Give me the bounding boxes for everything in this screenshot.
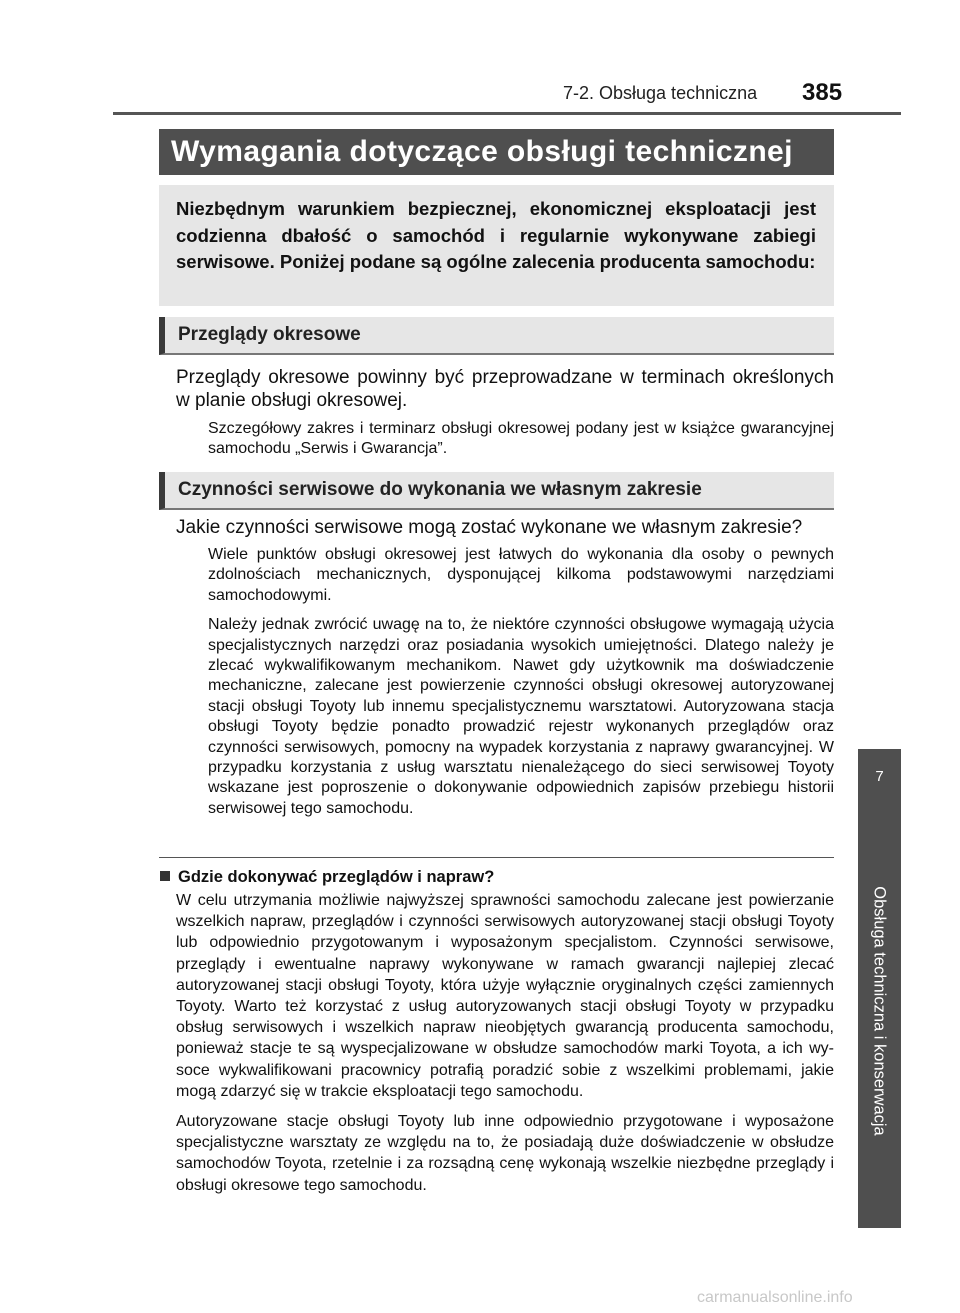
intro-box: Niezbędnym warunkiem bezpiecznej, ekonomicznej eksploatacji jest codzienna dbałość o samochód i regularnie wykonywane zabiegi serwisowe. Poniżej podane są ogólne zalecenia producenta samochodu:	[159, 185, 834, 306]
chapter-number: 7	[875, 768, 884, 785]
section-heading-periodic-inspections: Przeglądy okresowe	[159, 317, 834, 355]
section1-note: Szczegółowy zakres i terminarz obsługi okresowej podany jest w książce gwarancyjnej samochodu „Serwis i Gwarancja”.	[208, 420, 834, 458]
section2-paragraph: Należy jednak zwrócić uwagę na to, że niektóre czynności obsługowe wymagają użycia specjalistycznych narzędzi oraz posiadania wysokich umiejętności. Dlatego należy je zlecać wykwalifikowanym mechanikom. Nawet gdy użytkownik ma doświadczenie mechaniczne, zalecane jest powierzenie czynności obsługi okresowej autoryzowanej stacji obsługi Toyoty lub innemu specjalistycznemu warsztatowi. Autoryzowana stacja obsługi Toyoty będzie ponadto prowadzić rejestr wykonanych przeglądów oraz czynności serwisowych, pomocny na wypadek korzystania z naprawy gwarancyjnej. W przypadku korzystania z usług warsztatu nienależącego do sieci serwisowej Toyoty wskazane jest poproszenie o dokonywanie odpowiednich zapisów przebiegu historii serwisowej tego samochodu.	[208, 616, 834, 817]
section2-paragraph: Wiele punktów obsługi okresowej jest łatwych do wykonania dla osoby o pewnych zdolnościach mechanicznych, dysponującej kilkoma podstawowymi narzędziami samochodowymi.	[208, 546, 834, 604]
watermark: carmanualsonline.info	[697, 1289, 853, 1306]
subsection-heading	[160, 866, 494, 888]
section2-body	[208, 545, 834, 828]
section-heading-diy-service: Czynności serwisowe do wykonania we własnym zakresie	[159, 472, 834, 510]
section-divider	[159, 857, 834, 858]
section2-lead: Jakie czynności serwisowe mogą zostać wykonane we własnym zakresie?	[176, 517, 803, 538]
chapter-title: Obsługa techniczna i konserwacja	[870, 886, 889, 1136]
chapter-side-tab	[858, 749, 901, 1228]
page-number: 385	[802, 79, 843, 106]
header-rule	[113, 112, 901, 115]
page-title: Wymagania dotyczące obsługi technicznej	[159, 129, 834, 175]
section3-paragraph: W celu utrzymania możliwie najwyższej sprawności samochodu zalecane jest powierzanie wszelkich napraw, przeglądów i czynności serwisowych autoryzowanej stacji obsługi Toyoty lub odpowiednio przygotowanym i wyposażonym specjalistom. Czynności serwisowe, przeglądy i ewentualne naprawy wykonywane w ramach gwarancji najlepiej zlecać autoryzowanej stacji obsługi Toyoty, która użyje wyłącznie oryginalnych części zamiennych Toyoty. Warto też korzystać z usług autoryzowanych stacji obsługi Toyoty w przypadku obsług serwisowych i wszelkich napraw nieobjętych gwarancją producenta samochodu, ponieważ stacje te są wyspecjalizowane w obsłudze samochodów marki Toyota, a ich wysoce wykwalifikowani pracownicy potrafią poradzić sobie z wszelkimi problemami, jakie mogą zdarzyć się w trakcie eksploatacji tego samochodu.	[176, 892, 834, 1100]
section1-lead: Przeglądy okresowe powinny być przeprowadzane w terminach określonych w planie obsługi okresowej.	[176, 367, 834, 411]
section3-body	[176, 890, 834, 1205]
page-header	[0, 0, 960, 118]
subsection-heading-text: Gdzie dokonywać przeglądów i napraw?	[178, 868, 495, 886]
square-bullet-icon	[160, 871, 170, 881]
section-label: 7-2. Obsługa techniczna	[563, 83, 758, 103]
section3-paragraph: Autoryzowane stacje obsługi Toyoty lub inne odpowiednio przygotowane i wyposażone specjalistyczne warsztaty ze względu na to, że posiadają duże doświadczenie w obsłudze samochodów Toyota, rzetelnie i za rozsądną cenę wykonają wszelkie niezbędne przeglądy i obsługi okresowe tego samochodu.	[176, 1113, 834, 1194]
